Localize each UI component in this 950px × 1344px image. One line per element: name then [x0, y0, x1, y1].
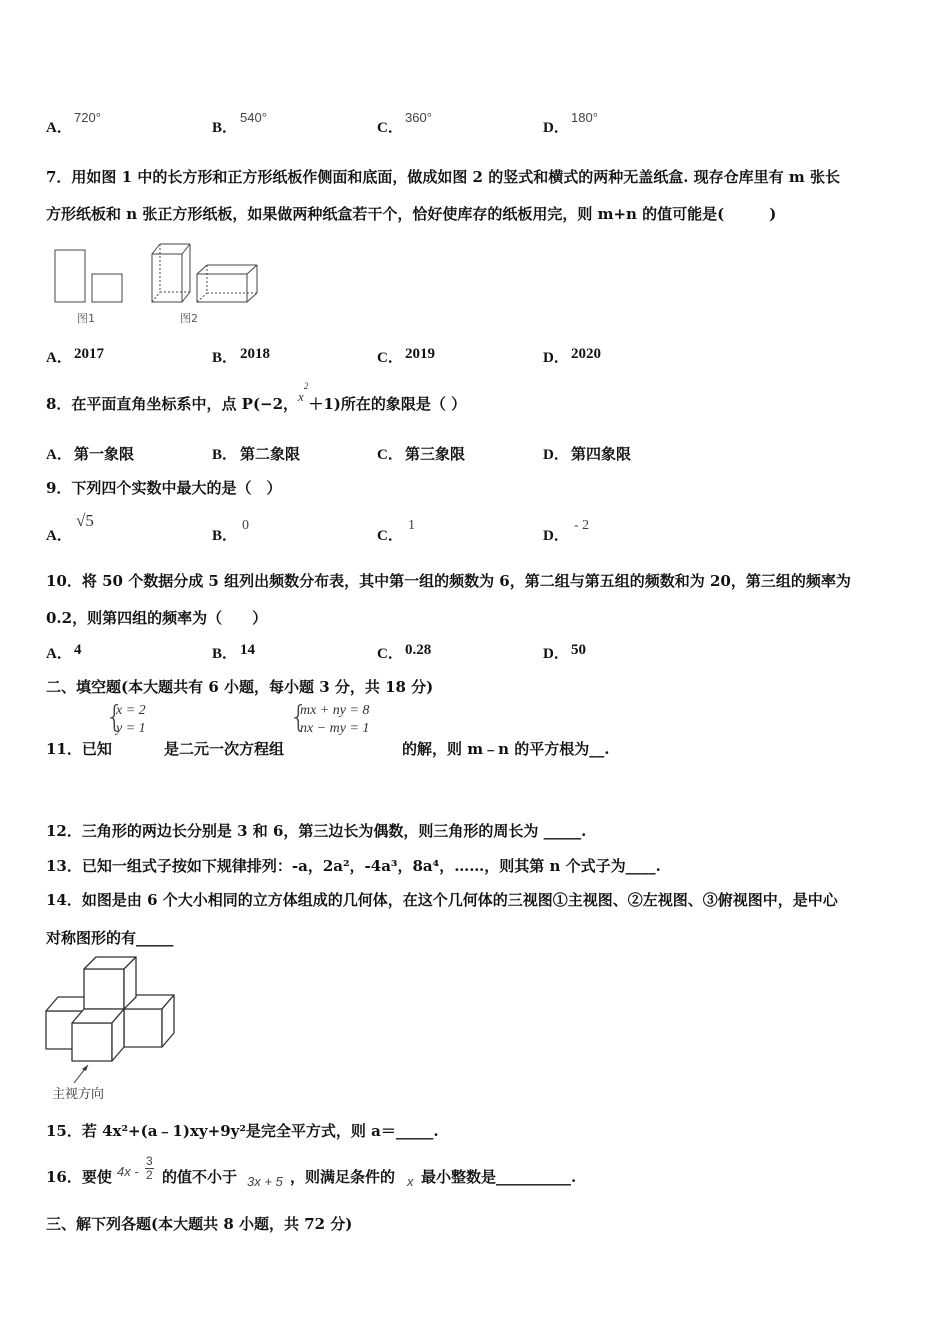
q6-option-c-value: 360° — [405, 110, 432, 125]
fig1-rectangle — [55, 250, 85, 302]
q9-option-c-letter: C． — [377, 528, 403, 544]
q14-stem-line1: 14．如图是由 6 个大小相同的立方体组成的几何体，在这个几何体的三视图①主视图、②左视图、③俯视图中，是中心 — [46, 891, 838, 909]
q10-option-d-letter: D． — [543, 646, 569, 662]
q7-option-c-value: 2019 — [405, 346, 435, 362]
q7-option-a-value: 2017 — [74, 346, 104, 362]
q9-option-b-letter: B． — [212, 528, 238, 544]
q7-stem-line2: 方形纸板和 n 张正方形纸板，如果做两种纸盒若干个，恰好使库存的纸板用完，则 m+n 的值可能是( ) — [46, 205, 777, 223]
q8-option-c-letter: C． — [377, 447, 403, 463]
q8-stem — [46, 381, 467, 414]
fig2-vertical-box — [152, 244, 190, 302]
q7-option-b-value: 2018 — [240, 346, 270, 362]
fig2-label: 图2 — [180, 312, 198, 325]
q10-option-b-value: 14 — [240, 642, 255, 658]
q7-option-b-letter: B． — [212, 350, 238, 366]
q12-stem: 12．三角形的两边长分别是 3 和 6，第三边长为偶数，则三角形的周长为 _____. — [46, 822, 587, 840]
q6-option-a-letter: A． — [46, 120, 72, 136]
fig1-square — [92, 274, 122, 302]
q10-stem-line2: 0.2，则第四组的频率为（ ） — [46, 609, 268, 627]
q11-brace-2: { — [289, 700, 309, 735]
q9-option-b-value: 0 — [242, 518, 249, 533]
section-3-heading: 三、解下列各题(本大题共 8 小题，共 72 分) — [46, 1215, 353, 1233]
q11-part3: 的解，则 m﹣n 的平方根为__. — [402, 740, 610, 758]
q14-caption: 主视方向 — [52, 1087, 105, 1102]
q13-stem: 13．已知一组式子按如下规律排列：-a，2a²，-4a³，8a⁴，……，则其第 n 个式子为____. — [46, 857, 661, 875]
q11-part2: 是二元一次方程组 — [164, 740, 285, 758]
q8-option-a-value: 第一象限 — [74, 445, 135, 463]
q9-option-d-letter: D． — [543, 528, 569, 544]
q8-stem-prefix: 8．在平面直角坐标系中，点 P(−2， — [46, 395, 299, 413]
q15-stem: 15．若 4x²+(a﹣1)xy+9y²是完全平方式，则 a＝_____. — [46, 1122, 439, 1140]
q6-option-c-letter: C． — [377, 120, 403, 136]
q16-part4: 最小整数是__________. — [421, 1168, 577, 1186]
q7-option-c-letter: C． — [377, 350, 403, 366]
q7-option-a-letter: A． — [46, 350, 72, 366]
q16-fraction-denominator: 2 — [146, 1168, 153, 1182]
q11-system-2-eq2: nx − my = 1 — [300, 721, 370, 736]
q16-part3: ，则满足条件的 — [290, 1168, 396, 1186]
q16-fraction-numerator: 3 — [146, 1154, 153, 1168]
q16-expr2: 3x + 5 — [247, 1174, 283, 1189]
q14-stem-line2: 对称图形的有_____ — [46, 929, 174, 947]
q10-option-d-value: 50 — [571, 642, 586, 658]
q8-option-b-letter: B． — [212, 447, 238, 463]
section-2-heading: 二、填空题(本大题共有 6 小题，每小题 3 分，共 18 分) — [46, 678, 434, 696]
q6-option-d-value: 180° — [571, 110, 598, 125]
q11-system-1-eq2: y = 1 — [116, 721, 146, 736]
q16-fraction — [145, 1155, 154, 1182]
q10-option-a-value: 4 — [74, 642, 82, 658]
q8-math-x: x — [298, 389, 304, 404]
q7-figure — [46, 240, 266, 328]
q10-option-b-letter: B． — [212, 646, 238, 662]
q8-option-d-value: 第四象限 — [571, 445, 632, 463]
q11-part1: 11．已知 — [46, 740, 112, 758]
q16-var: x — [407, 1174, 414, 1189]
q10-option-c-value: 0.28 — [405, 642, 432, 658]
q6-option-d-letter: D． — [543, 120, 569, 136]
q10-option-c-letter: C． — [377, 646, 403, 662]
q8-option-d-letter: D． — [543, 447, 569, 463]
q6-option-b-letter: B． — [212, 120, 238, 136]
q11-brace-1: { — [105, 700, 125, 735]
q11-system-2 — [300, 702, 369, 738]
q7-stem-line1: 7．用如图 1 中的长方形和正方形纸板作侧面和底面，做成如图 2 的竖式和横式的两种无盖纸盒. 现存仓库里有 m 张长 — [46, 168, 840, 186]
q9-option-c-value: 1 — [408, 518, 415, 533]
q7-option-d-value: 2020 — [571, 346, 601, 362]
q16-part2: 的值不小于 — [162, 1168, 238, 1186]
q10-stem-line1: 10．将 50 个数据分成 5 组列出频数分布表，其中第一组的频数为 6，第二组与第五组的频数和为 20，第三组的频率为 — [46, 572, 851, 590]
q6-option-b-value: 540° — [240, 110, 267, 125]
q9-option-a-value: √5 — [76, 511, 94, 530]
q8-option-b-value: 第二象限 — [240, 445, 301, 463]
q11-system-1-eq1: x = 2 — [116, 703, 146, 718]
q10-option-a-letter: A． — [46, 646, 72, 662]
q8-option-c-value: 第三象限 — [405, 445, 466, 463]
q8-stem-suffix: ＋1)所在的象限是（ ） — [308, 395, 467, 413]
q8-option-a-letter: A． — [46, 447, 72, 463]
q16-expr1-lead: 4x - — [117, 1164, 139, 1179]
q8-math-sup: 2 — [303, 381, 309, 391]
q16-part1: 16．要使 — [46, 1168, 112, 1186]
q7-option-d-letter: D． — [543, 350, 569, 366]
q9-option-a-letter: A． — [46, 528, 72, 544]
q9-stem: 9．下列四个实数中最大的是（ ） — [46, 479, 282, 497]
q11-system-1 — [116, 702, 146, 738]
q14-cube-figure — [44, 953, 184, 1103]
q11-system-2-eq1: mx + ny = 8 — [300, 703, 370, 718]
q6-option-a-value: 720° — [74, 110, 101, 125]
fig1-label: 图1 — [77, 312, 95, 325]
fig2-horizontal-box — [197, 265, 257, 302]
q9-option-d-value: - 2 — [574, 518, 590, 533]
